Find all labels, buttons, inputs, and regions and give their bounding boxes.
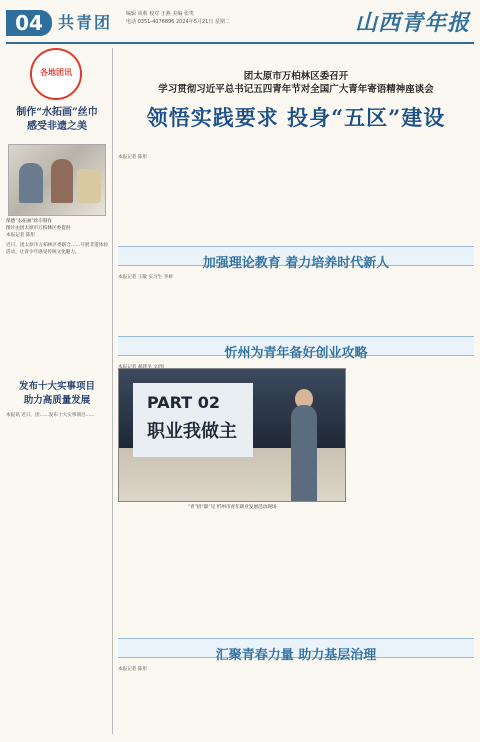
left-headline-2: 发布十大实事项目 助力高质量发展 [18, 381, 95, 406]
newspaper-brand: 山西青年报 [354, 10, 470, 36]
editor-info [126, 10, 230, 26]
left-headline: 制作“水拓画”丝巾 感受非遗之美 [16, 107, 98, 132]
editor-line: 编辑 项莉 校对 王燕 美编 张笑 [126, 11, 194, 17]
byline: 本报记者 王敏 实习生 李妍 [118, 275, 173, 280]
article-body: 近日，团太原市万柏林区委联合……开展非遗体验活动，让青少年感受传统文化魅力。 [6, 243, 108, 256]
presentation-screen: PART 02 职业我做主 [133, 383, 253, 457]
speaker-body [291, 405, 317, 501]
subheadline-grassroots: 汇聚青春力量 助力基层治理 [215, 648, 377, 663]
page-number: 04 [6, 10, 52, 36]
column-divider [112, 48, 113, 734]
lead-headline: 领悟实践要求 投身“五区”建设 [146, 105, 446, 130]
subheadline-xinzhou: 忻州为青年备好创业攻略 [224, 346, 368, 361]
news-badge-label: 各地团讯 [40, 67, 72, 77]
article-body-2: 本报讯 近日，团……发布十大实事项目…… [6, 413, 95, 418]
byline: 本报记者 陈彤 [6, 233, 36, 238]
byline: 本报记者 陈彤 [118, 155, 148, 160]
byline: 本报记者 陈彤 [118, 667, 148, 672]
workshop-photo [8, 144, 106, 216]
photo-caption: 保德“水拓画”丝巾制作 图片由团太原市万柏林区委提供 本报记者 陈彤 [6, 218, 108, 239]
section-name: 共青团 [58, 13, 113, 32]
contact-line: 电话 0351-4076896 2024年5月21日 星期二 [126, 19, 230, 25]
masthead-rule [6, 42, 474, 44]
subheadline-theory: 加强理论教育 着力培养时代新人 [202, 256, 390, 271]
event-photo-caption: “青”招“职”见 忻州市青年职业发展活动现场 [187, 505, 277, 510]
masthead [6, 4, 474, 44]
lead-kicker: 团太原市万柏林区委召开 学习贯彻习近平总书记五四青年节对全国广大青年寄语精神座谈会 [158, 71, 434, 95]
lead-article [118, 154, 474, 234]
event-photo [118, 368, 346, 502]
